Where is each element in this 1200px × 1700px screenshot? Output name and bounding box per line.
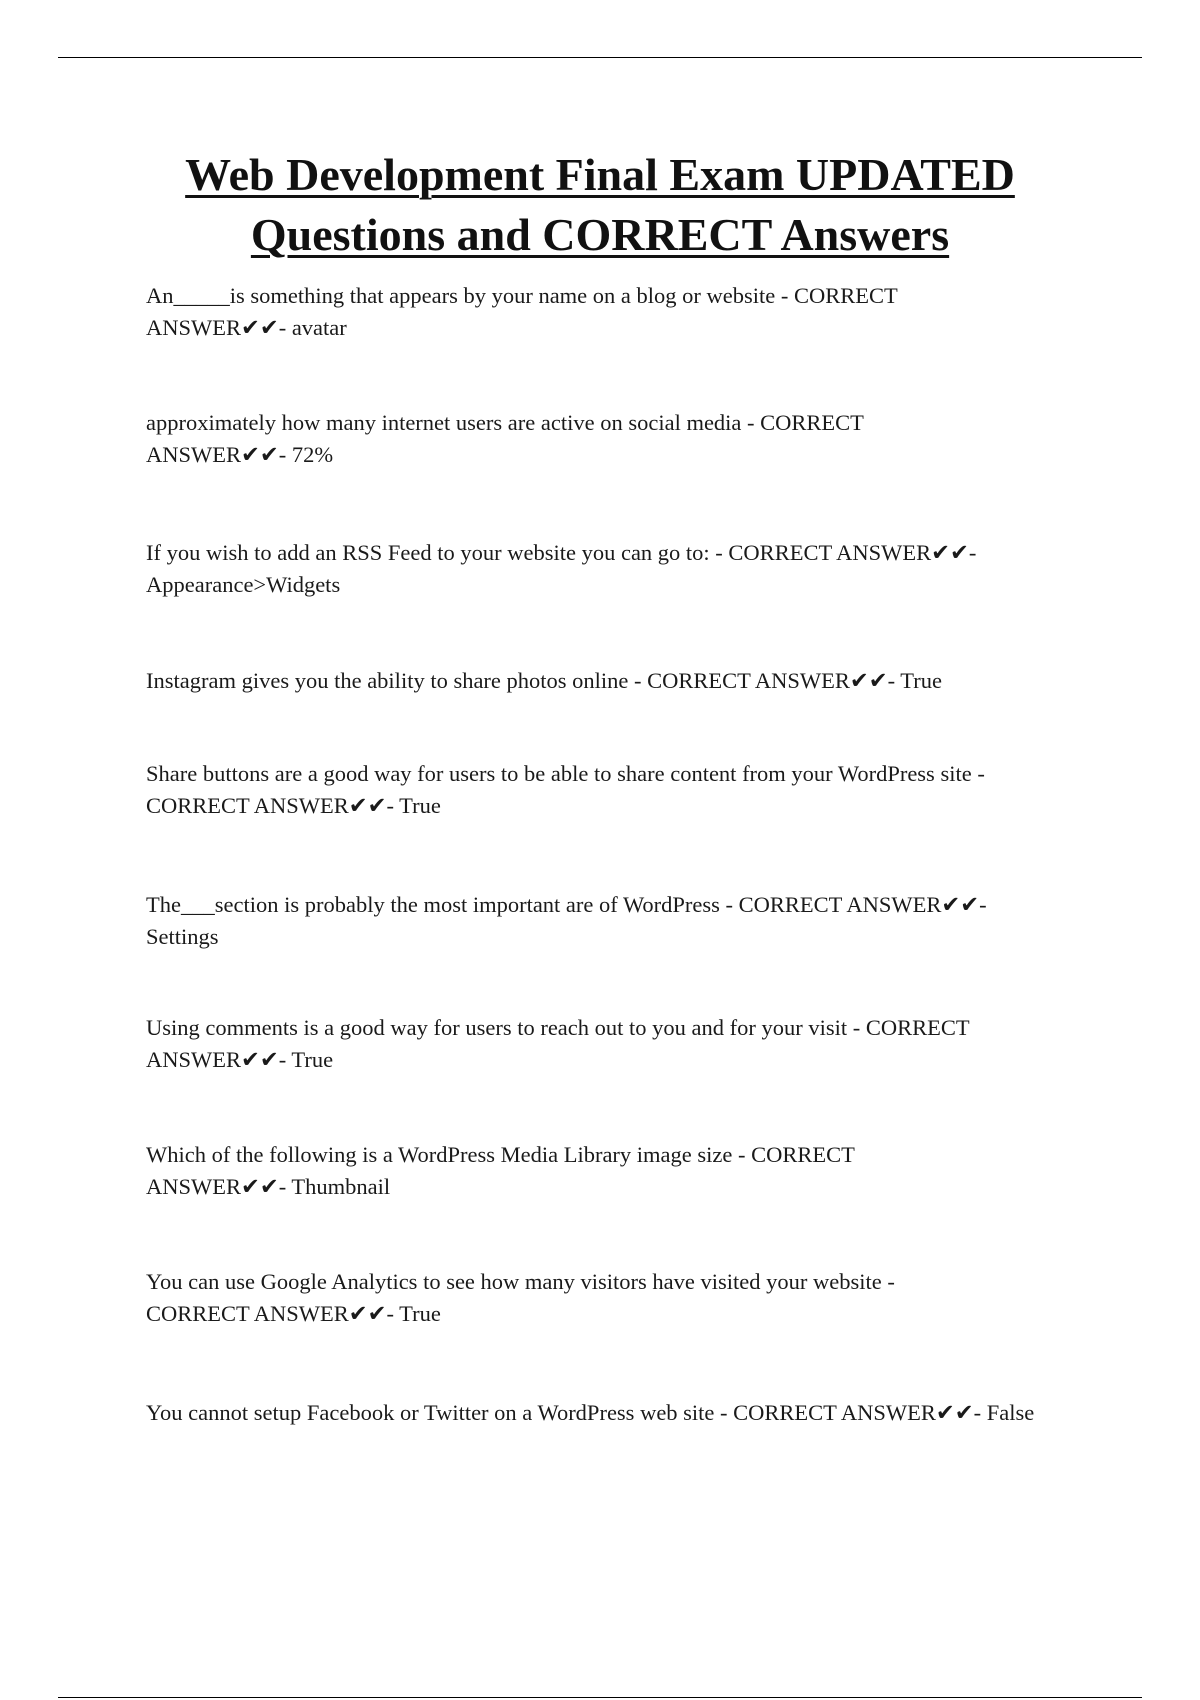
top-divider <box>58 57 1142 58</box>
qa-item-9: You can use Google Analytics to see how many visitors have visited your website - CORRECT ANSWER✔✔- True <box>146 1269 895 1326</box>
title-line-1: Web Development Final Exam UPDATED <box>185 149 1015 200</box>
qa-item-6: The___section is probably the most important are of WordPress - CORRECT ANSWER✔✔- Settings <box>146 892 987 949</box>
qa-item-2: approximately how many internet users are active on social media - CORRECT ANSWER✔✔- 72% <box>146 410 864 467</box>
qa-item-7: Using comments is a good way for users to reach out to you and for your visit - CORRECT ANSWER✔✔- True <box>146 1015 970 1072</box>
qa-item-4: Instagram gives you the ability to share photos online - CORRECT ANSWER✔✔- True <box>146 668 942 693</box>
page-title <box>100 145 1100 265</box>
qa-item-10: You cannot setup Facebook or Twitter on a WordPress web site - CORRECT ANSWER✔✔- False <box>146 1400 1035 1425</box>
qa-item-1: An_____is something that appears by your name on a blog or website - CORRECT ANSWER✔✔- avatar <box>146 283 898 340</box>
title-line-2: Questions and CORRECT Answers <box>250 209 950 260</box>
qa-item-5: Share buttons are a good way for users to be able to share content from your WordPress site - CORRECT ANSWER✔✔- True <box>146 761 985 818</box>
bottom-divider <box>58 1697 1142 1698</box>
qa-item-3: If you wish to add an RSS Feed to your website you can go to: - CORRECT ANSWER✔✔- Appearance>Widgets <box>146 540 977 597</box>
qa-item-8: Which of the following is a WordPress Media Library image size - CORRECT ANSWER✔✔- Thumbnail <box>146 1142 855 1199</box>
